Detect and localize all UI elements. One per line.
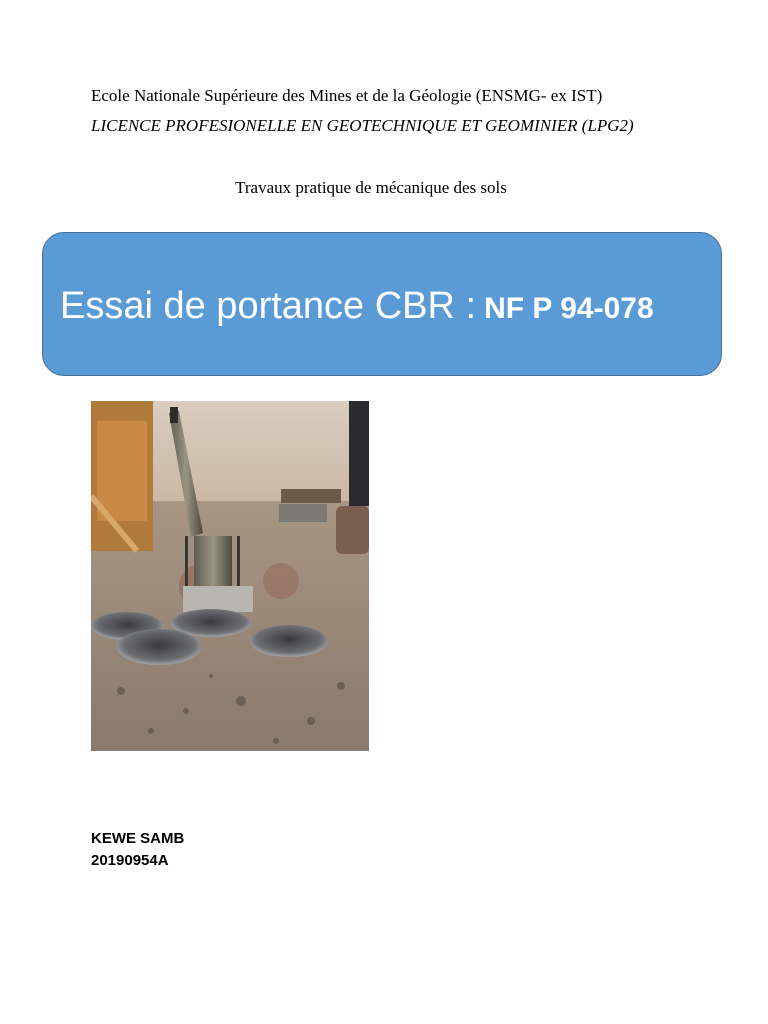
author-block [91, 828, 184, 872]
program-name: LICENCE PROFESIONELLE EN GEOTECHNIQUE ET GEOMINIER (LPG2) [91, 116, 634, 135]
banner-text [60, 285, 654, 328]
cbr-apparatus-illustration [91, 401, 369, 751]
standard-reference: NF P 94-078 [484, 292, 654, 325]
author-name: KEWE SAMB [91, 830, 185, 847]
school-name: Ecole Nationale Supérieure des Mines et de la Géologie (ENSMG- ex IST) [91, 86, 603, 105]
title-banner [42, 232, 722, 376]
course-title: Travaux pratique de mécanique des sols [235, 178, 507, 197]
student-id: 20190954A [91, 852, 169, 869]
cbr-test-photo [91, 401, 369, 751]
report-title: Essai de portance CBR : [60, 285, 477, 327]
